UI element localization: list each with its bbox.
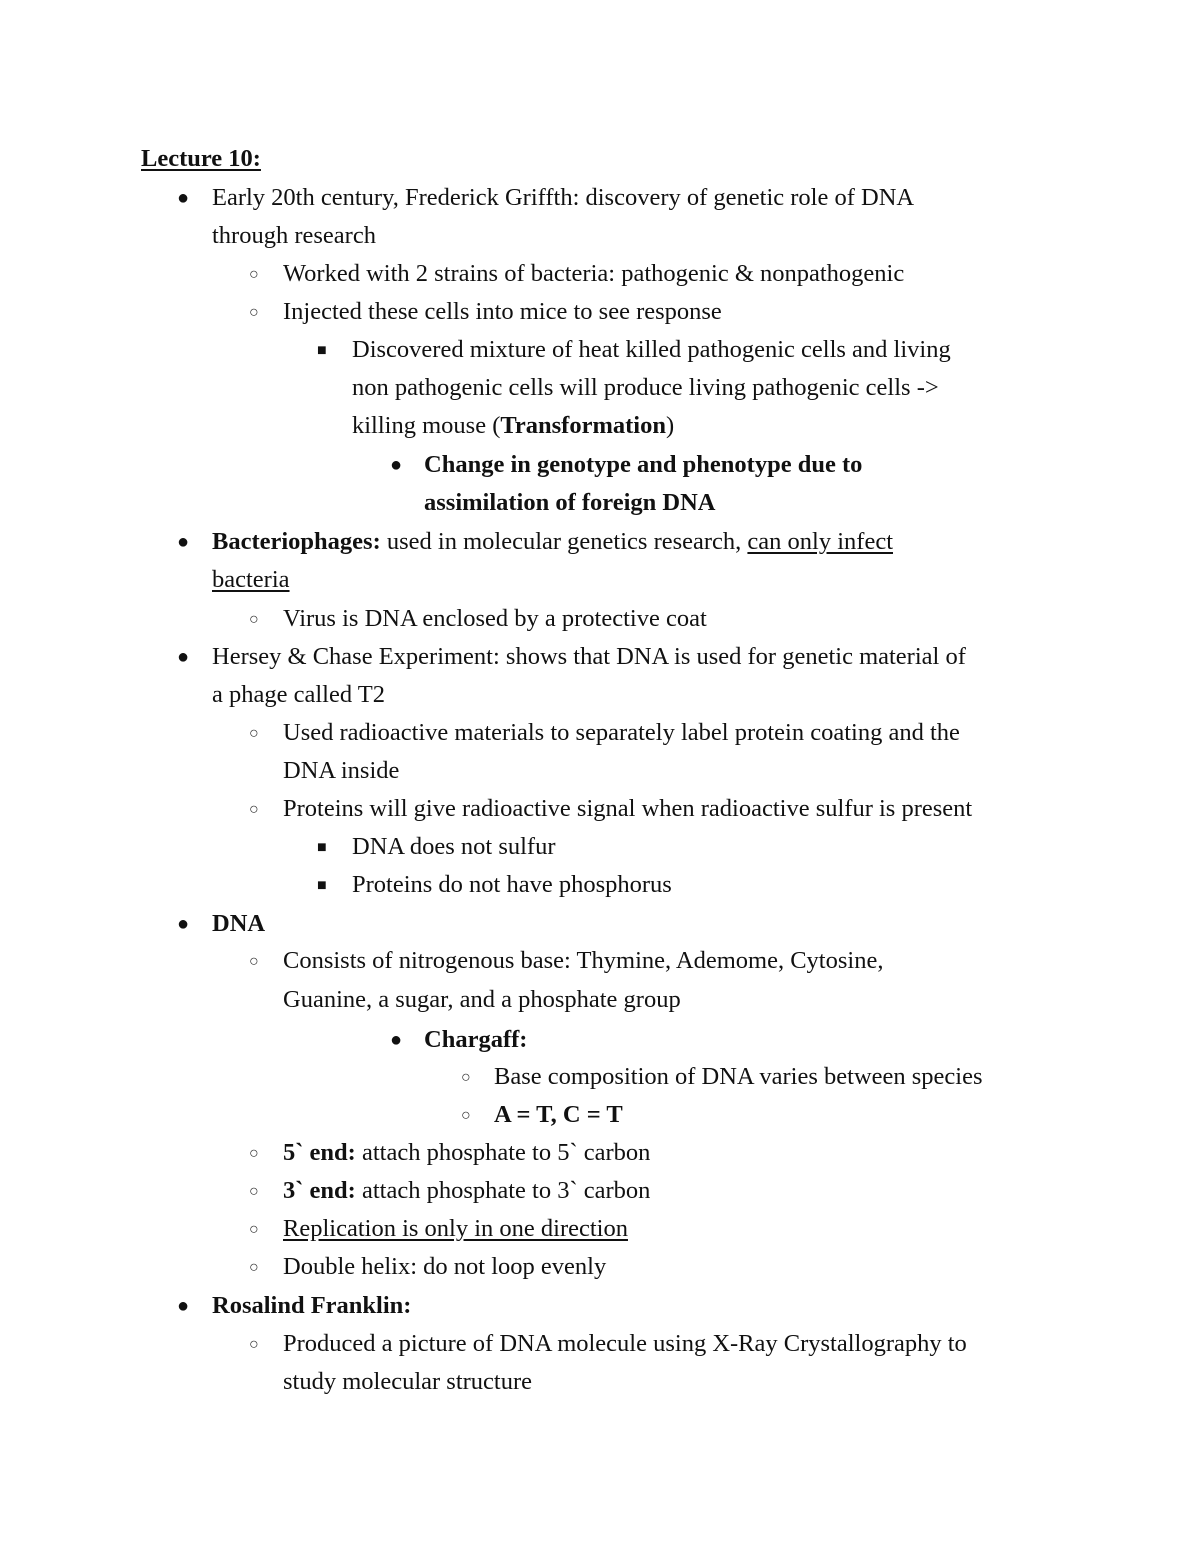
circle-bullet-icon: ○ bbox=[249, 266, 259, 283]
circle-bullet-icon: ○ bbox=[249, 304, 259, 321]
five-prime-text: attach phosphate to 5` carbon bbox=[355, 1139, 651, 1166]
franklin-line-2: study molecular structure bbox=[283, 1368, 533, 1395]
five-prime-item bbox=[283, 1134, 650, 1172]
phages-text: used in molecular genetics research, bbox=[380, 528, 748, 555]
franklin-label: Rosalind Franklin: bbox=[212, 1292, 412, 1319]
injected-item: Injected these cells into mice to see response bbox=[283, 298, 722, 325]
circle-bullet-icon: ○ bbox=[249, 1221, 259, 1238]
discovered-line-1: Discovered mixture of heat killed pathogenic cells and living bbox=[352, 336, 951, 363]
square-bullet-icon: ■ bbox=[317, 877, 327, 894]
replication-item: Replication is only in one direction bbox=[283, 1215, 628, 1242]
double-helix-item: Double helix: do not loop evenly bbox=[283, 1253, 607, 1280]
circle-bullet-icon: ○ bbox=[461, 1107, 471, 1124]
chargaff-label: Chargaff: bbox=[424, 1026, 528, 1053]
base-pairing-item: A = T, C = T bbox=[494, 1101, 623, 1128]
radio-line-1: Used radioactive materials to separately label protein coating and the bbox=[283, 719, 960, 746]
phages-line-1 bbox=[212, 523, 893, 561]
change-line-2: assimilation of foreign DNA bbox=[424, 489, 716, 516]
discovered-line-3-pre: killing mouse ( bbox=[352, 412, 501, 439]
dna-sulfur-item: DNA does not sulfur bbox=[352, 833, 556, 860]
circle-bullet-icon: ○ bbox=[249, 1259, 259, 1276]
change-line-1: Change in genotype and phenotype due to bbox=[424, 451, 863, 478]
franklin-line-1: Produced a picture of DNA molecule using X-Ray Crystallography to bbox=[283, 1330, 967, 1357]
three-prime-item bbox=[283, 1172, 650, 1210]
circle-bullet-icon: ○ bbox=[249, 1183, 259, 1200]
phages-underlined-2: bacteria bbox=[212, 566, 290, 593]
virus-item: Virus is DNA enclosed by a protective coat bbox=[283, 605, 707, 632]
consists-line-2: Guanine, a sugar, and a phosphate group bbox=[283, 986, 681, 1013]
radio-line-2: DNA inside bbox=[283, 757, 400, 784]
disc-bullet-icon: ● bbox=[177, 187, 190, 209]
phages-label: Bacteriophages: bbox=[212, 528, 381, 555]
square-bullet-icon: ■ bbox=[317, 342, 327, 359]
square-bullet-icon: ■ bbox=[317, 839, 327, 856]
circle-bullet-icon: ○ bbox=[249, 1336, 259, 1353]
disc-bullet-icon: ● bbox=[177, 646, 190, 668]
three-prime-label: 3` end: bbox=[283, 1177, 356, 1204]
transformation-term: Transformation bbox=[500, 412, 666, 439]
strains-item: Worked with 2 strains of bacteria: pathogenic & nonpathogenic bbox=[283, 260, 905, 287]
five-prime-label: 5` end: bbox=[283, 1139, 356, 1166]
circle-bullet-icon: ○ bbox=[249, 953, 259, 970]
discovered-line-3-post: ) bbox=[665, 412, 675, 439]
hersey-line-2: a phage called T2 bbox=[212, 681, 386, 708]
disc-bullet-icon: ● bbox=[390, 454, 403, 476]
circle-bullet-icon: ○ bbox=[249, 725, 259, 742]
circle-bullet-icon: ○ bbox=[249, 801, 259, 818]
disc-bullet-icon: ● bbox=[390, 1029, 403, 1051]
phosphorus-item: Proteins do not have phosphorus bbox=[352, 871, 672, 898]
disc-bullet-icon: ● bbox=[177, 1295, 190, 1317]
consists-line-1: Consists of nitrogenous base: Thymine, Ademome, Cytosine, bbox=[283, 947, 884, 974]
disc-bullet-icon: ● bbox=[177, 531, 190, 553]
griffith-line-1: Early 20th century, Frederick Griffth: discovery of genetic role of DNA bbox=[212, 184, 915, 211]
phages-underlined-1: can only infect bbox=[747, 528, 893, 555]
proteins-item: Proteins will give radioactive signal when radioactive sulfur is present bbox=[283, 795, 973, 822]
circle-bullet-icon: ○ bbox=[249, 1145, 259, 1162]
three-prime-text: attach phosphate to 3` carbon bbox=[355, 1177, 651, 1204]
circle-bullet-icon: ○ bbox=[249, 611, 259, 628]
discovered-line-3 bbox=[352, 407, 674, 445]
disc-bullet-icon: ● bbox=[177, 913, 190, 935]
hersey-line-1: Hersey & Chase Experiment: shows that DNA is used for genetic material of bbox=[212, 643, 966, 670]
griffith-line-2: through research bbox=[212, 222, 376, 249]
lecture-title: Lecture 10: bbox=[141, 145, 261, 172]
discovered-line-2: non pathogenic cells will produce living pathogenic cells -> bbox=[352, 374, 939, 401]
dna-label: DNA bbox=[212, 910, 266, 937]
circle-bullet-icon: ○ bbox=[461, 1069, 471, 1086]
base-composition-item: Base composition of DNA varies between species bbox=[494, 1063, 983, 1090]
